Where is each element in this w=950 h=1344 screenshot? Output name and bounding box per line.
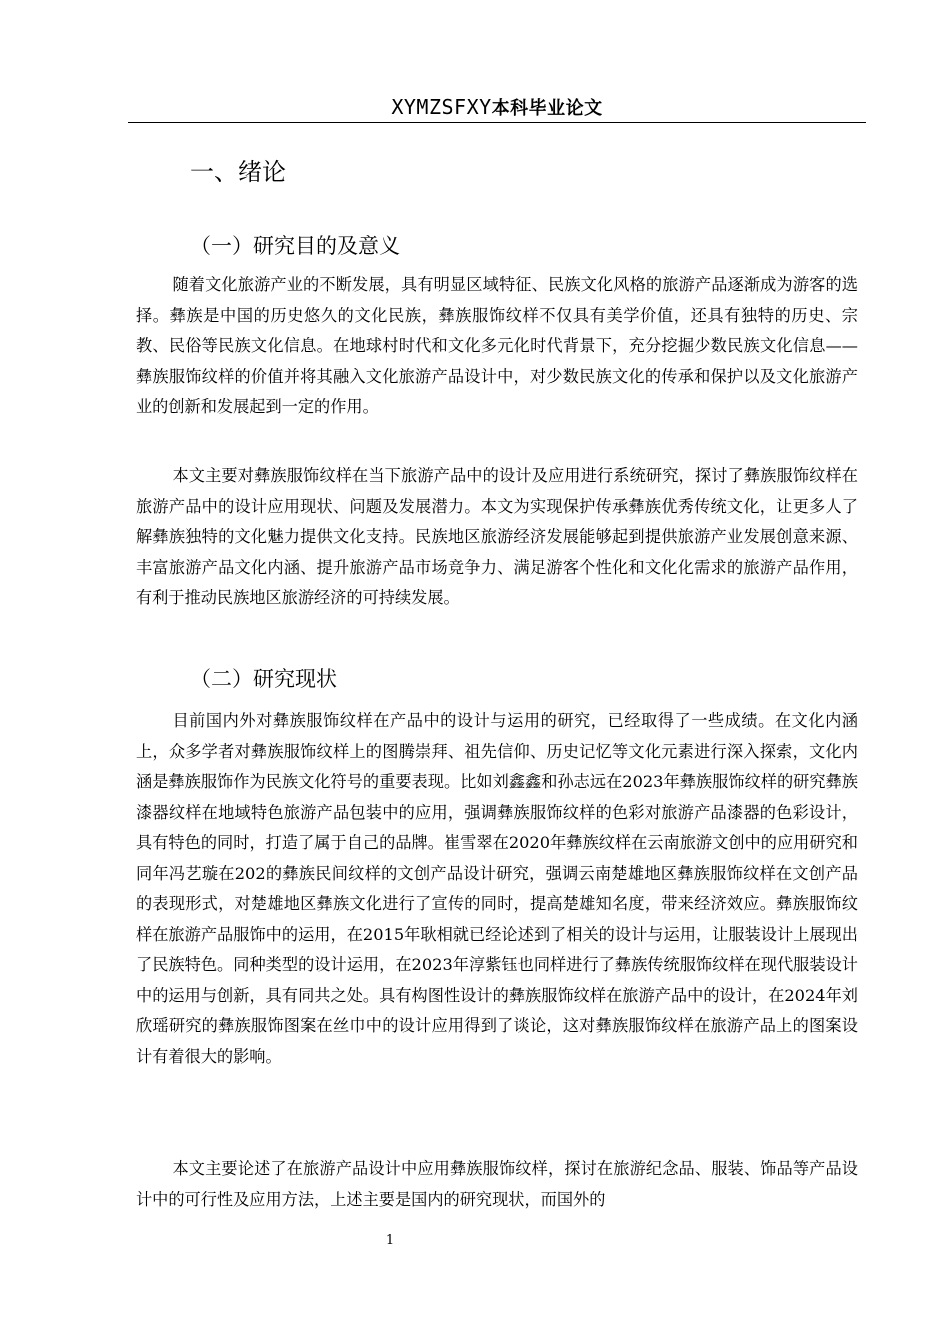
body-paragraph: 本文主要论述了在旅游产品设计中应用彝族服饰纹样，探讨在旅游纪念品、服装、饰品等产品设计中的可行性及应用方法，上述主要是国内的研究现状，而国外的 [136, 1159, 858, 1209]
section-title-purpose: （一）研究目的及意义 [190, 234, 400, 258]
header-rule [128, 122, 866, 123]
section-title-status: （二）研究现状 [190, 667, 337, 691]
header-school-code: XYMZSFXY [391, 95, 492, 119]
chapter-title: 一、绪论 [190, 158, 286, 186]
header-thesis-label: 本科毕业论文 [491, 98, 603, 119]
body-paragraph: 本文主要对彝族服饰纹样在当下旅游产品中的设计及应用进行系统研究，探讨了彝族服饰纹样在旅游产品中的设计应用现状、问题及发展潜力。本文为实现保护传承彝族优秀传统文化，让更多人了解彝族独特的文化魅力提供文化支持。民族地区旅游经济发展能够起到提供旅游产业发展创意来源、丰富旅游产品文化内涵、提升旅游产品市场竞争力、满足游客个性化和文化化需求的旅游产品作用，有利于推动民族地区旅游经济的可持续发展。 [136, 466, 858, 607]
running-header [128, 92, 866, 122]
page-number: 1 [385, 1233, 395, 1248]
body-paragraph: 随着文化旅游产业的不断发展，具有明显区域特征、民族文化风格的旅游产品逐渐成为游客的选择。彝族是中国的历史悠久的文化民族，彝族服饰纹样不仅具有美学价值，还具有独特的历史、宗教、民俗等民族文化信息。在地球村时代和文化多元化时代背景下，充分挖掘少数民族文化信息——彝族服饰纹样的价值并将其融入文化旅游产品设计中，对少数民族文化的传承和保护以及文化旅游产业的创新和发展起到一定的作用。 [136, 275, 858, 416]
body-paragraph: 目前国内外对彝族服饰纹样在产品中的设计与运用的研究，已经取得了一些成绩。在文化内涵上，众多学者对彝族服饰纹样上的图腾崇拜、祖先信仰、历史记忆等文化元素进行深入探索，文化内涵是彝族服饰作为民族文化符号的重要表现。比如刘鑫鑫和孙志远在2023年彝族服饰纹样的研究彝族漆器纹样在地域特色旅游产品包装中的应用，强调彝族服饰纹样的色彩对旅游产品漆器的色彩设计，具有特色的同时，打造了属于自己的品牌。崔雪翠在2020年彝族纹样在云南旅游文创中的应用研究和同年冯艺璇在202的彝族民间纹样的文创产品设计研究，强调云南楚雄地区彝族服饰纹样在文创产品的表现形式，对楚雄地区彝族文化进行了宣传的同时，提高楚雄知名度，带来经济效应。彝族服饰纹样在旅游产品服饰中的运用，在2015年耿相就已经论述到了相关的设计与运用，让服装设计上展现出了民族特色。同种类型的设计运用，在2023年淳紫钰也同样进行了彝族传统服饰纹样在现代服装设计中的运用与创新，具有同共之处。具有构图性设计的彝族服饰纹样在旅游产品中的设计，在2024年刘欣瑶研究的彝族服饰图案在丝巾中的设计应用得到了谈论，这对彝族服饰纹样在旅游产品上的图案设计有着很大的影响。 [136, 711, 858, 1066]
